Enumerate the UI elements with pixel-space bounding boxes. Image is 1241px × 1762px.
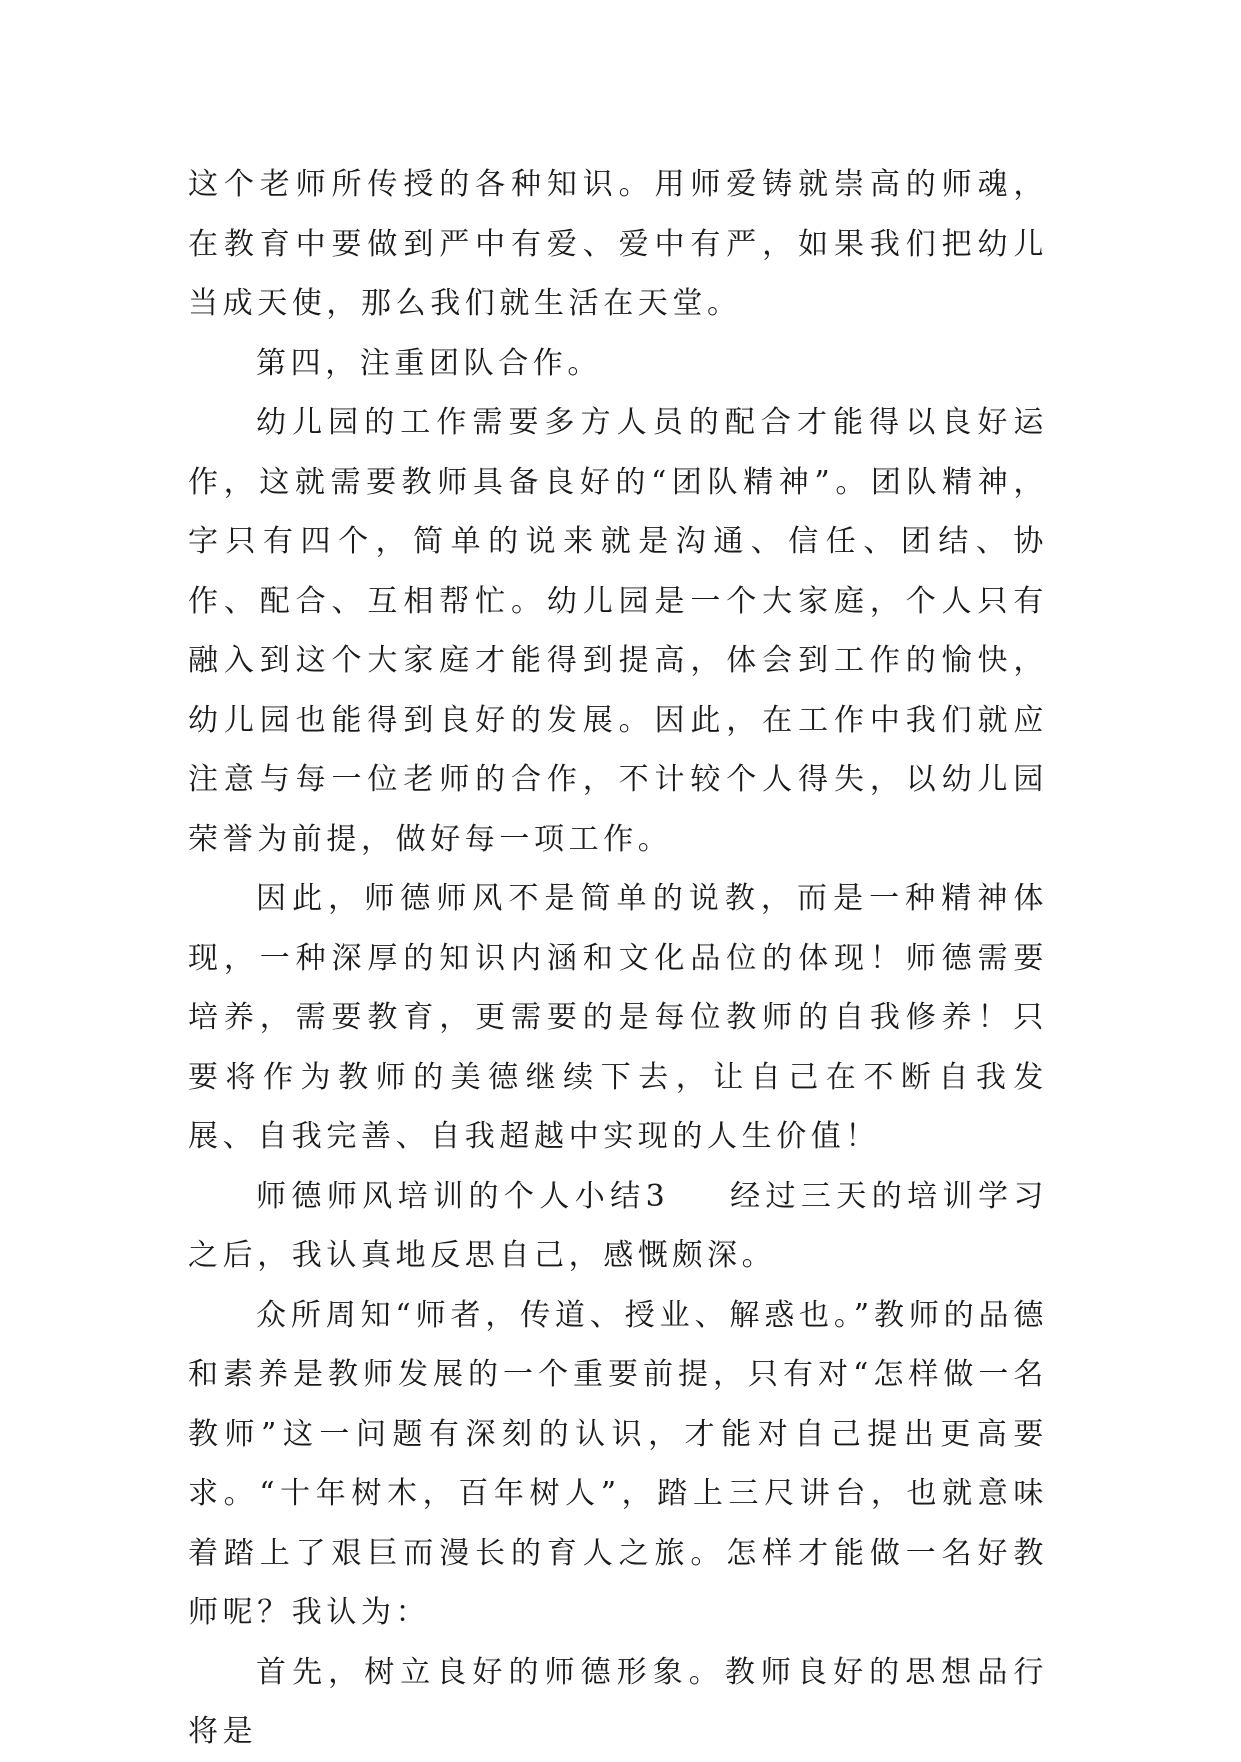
paragraph-conclusion: 因此，师德师风不是简单的说教，而是一种精神体现，一种深厚的知识内涵和文化品位的体现！师德需要培养，需要教育，更需要的是每位教师的自我修养！只要将作为教师的美德继续下去，让自己在不断自我发展、自我完善、自我超越中实现的人生价值！ (188, 881, 1048, 1154)
paragraph-heading-fourth: 第四，注重团队合作。 (256, 345, 602, 381)
paragraph-first-point: 首先，树立良好的师德形象。教师良好的思想品行将是 (188, 1654, 1048, 1749)
paragraph-continuation: 这个老师所传授的各种知识。用师爱铸就崇高的师魂，在教育中要做到严中有爱、爱中有严，如果我们把幼儿当成天使，那么我们就生活在天堂。 (188, 167, 1048, 321)
paragraph-teamwork: 幼儿园的工作需要多方人员的配合才能得以良好运作，这就需要教师具备良好的“团队精神”。团队精神，字只有四个，简单的说来就是沟通、信任、团结、协作、配合、互相帮忙。幼儿园是一个大家庭，个人只有融入到这个大家庭才能得到提高，体会到工作的愉快，幼儿园也能得到良好的发展。因此，在工作中我们就应注意与每一位老师的合作，不计较个人得失，以幼儿园荣誉为前提，做好每一项工作。 (188, 405, 1048, 857)
section-heading: 师德师风培训的个人小结3 (256, 1178, 670, 1214)
section-intro: 经过三天的培训学习之后，我认真地反思自己，感慨颇深。 (188, 1178, 1048, 1273)
document-page (188, 155, 1048, 1762)
paragraph-section-start (188, 1167, 1048, 1286)
paragraph-teacher-role: 众所周知“师者，传道、授业、解惑也。”教师的品德和素养是教师发展的一个重要前提，只有对“怎样做一名教师”这一问题有深刻的认识，才能对自己提出更高要求。“十年树木，百年树人”，踏上三尺讲台，也就意味着踏上了艰巨而漫长的育人之旅。怎样才能做一名好教师呢？我认为： (188, 1297, 1048, 1630)
